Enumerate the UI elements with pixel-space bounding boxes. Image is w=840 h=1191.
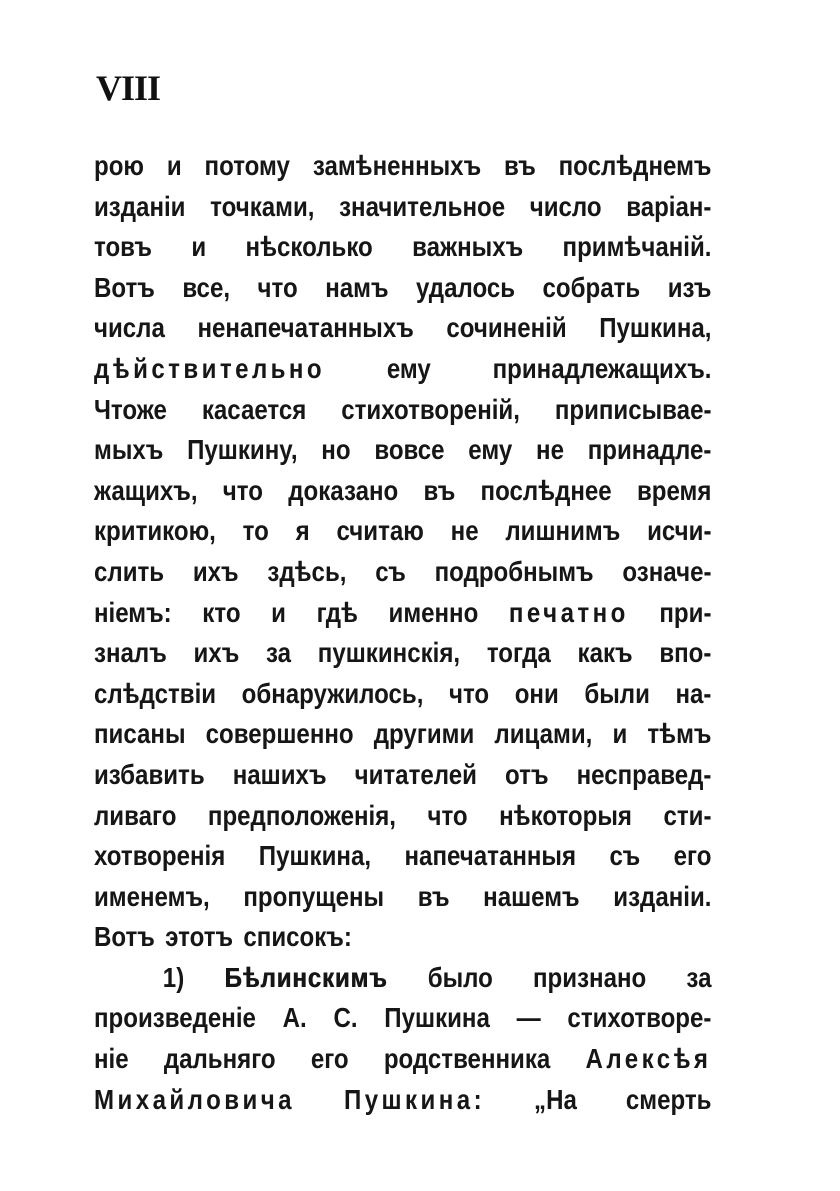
word: въ (504, 150, 536, 181)
text-line (94, 917, 711, 958)
word: были (584, 677, 650, 709)
word: лицами, (494, 718, 593, 750)
word: время (636, 474, 712, 506)
text-line (94, 552, 711, 593)
word: дальняго (163, 1043, 276, 1075)
word: Бѣлинскимъ (224, 961, 388, 993)
word: и (612, 718, 628, 750)
word: принадле- (587, 434, 712, 466)
text-line (94, 755, 711, 796)
text-line (94, 268, 711, 309)
word: ніе (94, 1043, 129, 1075)
word: точками, (210, 190, 315, 222)
text-line (94, 633, 711, 674)
word: важныхъ (412, 231, 524, 263)
word: здѣсь, (267, 555, 347, 587)
word: мыхъ (94, 434, 164, 466)
word: родственника (383, 1043, 551, 1075)
text-line (94, 998, 711, 1039)
word: жащихъ, (94, 474, 198, 506)
word: печатно (508, 596, 629, 628)
word: „На (534, 1083, 577, 1115)
word: списокъ: (243, 921, 352, 953)
word: стихотворе- (567, 1002, 712, 1034)
word: и (271, 596, 286, 628)
word: слѣдствіи (94, 677, 217, 709)
word: тѣмъ (647, 718, 712, 750)
text-line (94, 796, 711, 837)
word: ливаго (94, 799, 177, 831)
word: его (673, 840, 712, 872)
word: зналъ (94, 637, 167, 669)
text-line (94, 593, 711, 634)
page-number: VIII (96, 68, 161, 108)
word: предположенія, (207, 799, 396, 831)
word: съ (609, 840, 641, 872)
word: все, (182, 271, 231, 303)
word: лишнимъ (505, 515, 621, 547)
word: они (514, 677, 559, 709)
word: Пушкину, (187, 434, 298, 466)
word: считаю (336, 515, 424, 547)
word: значительное (339, 190, 506, 222)
word: стихотвореній, (341, 393, 520, 425)
text-line (94, 674, 711, 715)
word: критикою, (94, 515, 216, 547)
word: не (536, 434, 564, 466)
word: произведеніе (94, 1002, 256, 1034)
text-line (94, 958, 711, 999)
word: читателей (354, 758, 477, 790)
word: Михайловича (94, 1083, 295, 1115)
word: А. (282, 1002, 307, 1034)
text-line (94, 877, 711, 918)
word: при- (659, 596, 712, 628)
word: принадлежащихъ. (492, 352, 712, 384)
word: именно (388, 596, 479, 628)
word: приписывае- (554, 393, 712, 425)
body-text (94, 146, 712, 1120)
word: означе- (622, 555, 712, 587)
word: изъ (667, 271, 712, 303)
word: признано (533, 961, 647, 993)
word: С. (333, 1002, 358, 1034)
word: Алексѣя (585, 1043, 712, 1075)
word: Пушкина, (258, 840, 372, 872)
word: за (686, 961, 712, 993)
word: пушкинскія, (317, 637, 461, 669)
word: нѣсколько (245, 231, 373, 263)
word: было (427, 961, 493, 993)
word: съ (375, 555, 406, 587)
word: ему (386, 352, 431, 384)
word: нашемъ (483, 880, 580, 912)
word: избавить (94, 758, 205, 790)
word: въ (417, 880, 450, 912)
word: замѣненныхъ (312, 150, 482, 181)
word: я (295, 515, 310, 547)
word: потому (204, 150, 290, 181)
text-line (94, 146, 711, 187)
word: число (529, 190, 602, 222)
word: послѣднемъ (558, 150, 712, 181)
word: товъ (94, 231, 152, 263)
word: кто (202, 596, 241, 628)
word: другими (373, 718, 475, 750)
word: этотъ (165, 921, 234, 953)
word: что (448, 677, 490, 709)
word: за (266, 637, 292, 669)
word: обнаружилось, (241, 677, 424, 709)
text-line (94, 836, 711, 877)
word: изданіи. (613, 880, 712, 912)
word: — (516, 1002, 541, 1034)
word: рою (94, 150, 144, 181)
word: ненапечатанныхъ (197, 312, 414, 344)
word: какъ (577, 637, 633, 669)
text-line (94, 187, 711, 228)
word: въ (423, 474, 456, 506)
word: Пушкина: (343, 1083, 486, 1115)
word: касается (201, 393, 307, 425)
word: вовсе (374, 434, 445, 466)
word: дѣйствительно (94, 352, 326, 384)
word: удалось (415, 271, 516, 303)
word: Пушкина, (599, 312, 712, 344)
word: смерть (625, 1083, 712, 1115)
word: Вотъ (94, 271, 155, 303)
word: именемъ, (94, 880, 210, 912)
word: впо- (659, 637, 712, 669)
word: Чтоже (94, 393, 167, 425)
word: на- (675, 677, 712, 709)
word: нашихъ (232, 758, 327, 790)
text-line (94, 471, 711, 512)
word: примѣчаній. (562, 231, 712, 263)
word: что (222, 474, 263, 506)
text-line (94, 1039, 711, 1080)
word: сочиненій (446, 312, 567, 344)
word: намъ (325, 271, 389, 303)
word: что (257, 271, 298, 303)
word: слить (94, 555, 165, 587)
word: его (310, 1043, 349, 1075)
word: 1) (162, 961, 185, 993)
word: собрать (542, 271, 641, 303)
word: варіан- (626, 190, 712, 222)
word: сти- (663, 799, 712, 831)
word: ихъ (193, 637, 240, 669)
word: и (191, 231, 207, 263)
text-line (94, 714, 711, 755)
word: то (242, 515, 269, 547)
word: что (427, 799, 468, 831)
word: доказано (288, 474, 399, 506)
text-line (94, 1080, 711, 1121)
word: ніемъ: (94, 596, 172, 628)
word: тогда (486, 637, 551, 669)
word: отъ (505, 758, 549, 790)
word: но (321, 434, 351, 466)
word: и (166, 150, 182, 181)
text-line (94, 511, 711, 552)
word: пропущены (243, 880, 385, 912)
word: подробнымъ (434, 555, 594, 587)
word: изданіи (94, 190, 186, 222)
text-line (94, 349, 711, 390)
word: нѣкоторыя (499, 799, 632, 831)
text-line (94, 430, 711, 471)
text-line (94, 390, 711, 431)
word: писаны (94, 718, 186, 750)
word: ихъ (192, 555, 239, 587)
word: числа (94, 312, 165, 344)
word: гдѣ (316, 596, 358, 628)
word: исчи- (647, 515, 712, 547)
word: ему (468, 434, 513, 466)
word: напечатанныя (404, 840, 577, 872)
word: Пушкина (384, 1002, 490, 1034)
word: хотворенія (94, 840, 226, 872)
word: совершенно (205, 718, 354, 750)
text-line (94, 227, 711, 268)
text-line (94, 308, 711, 349)
word: послѣднее (480, 474, 612, 506)
word: несправед- (576, 758, 712, 790)
word: не (450, 515, 479, 547)
word: Вотъ (94, 921, 155, 953)
